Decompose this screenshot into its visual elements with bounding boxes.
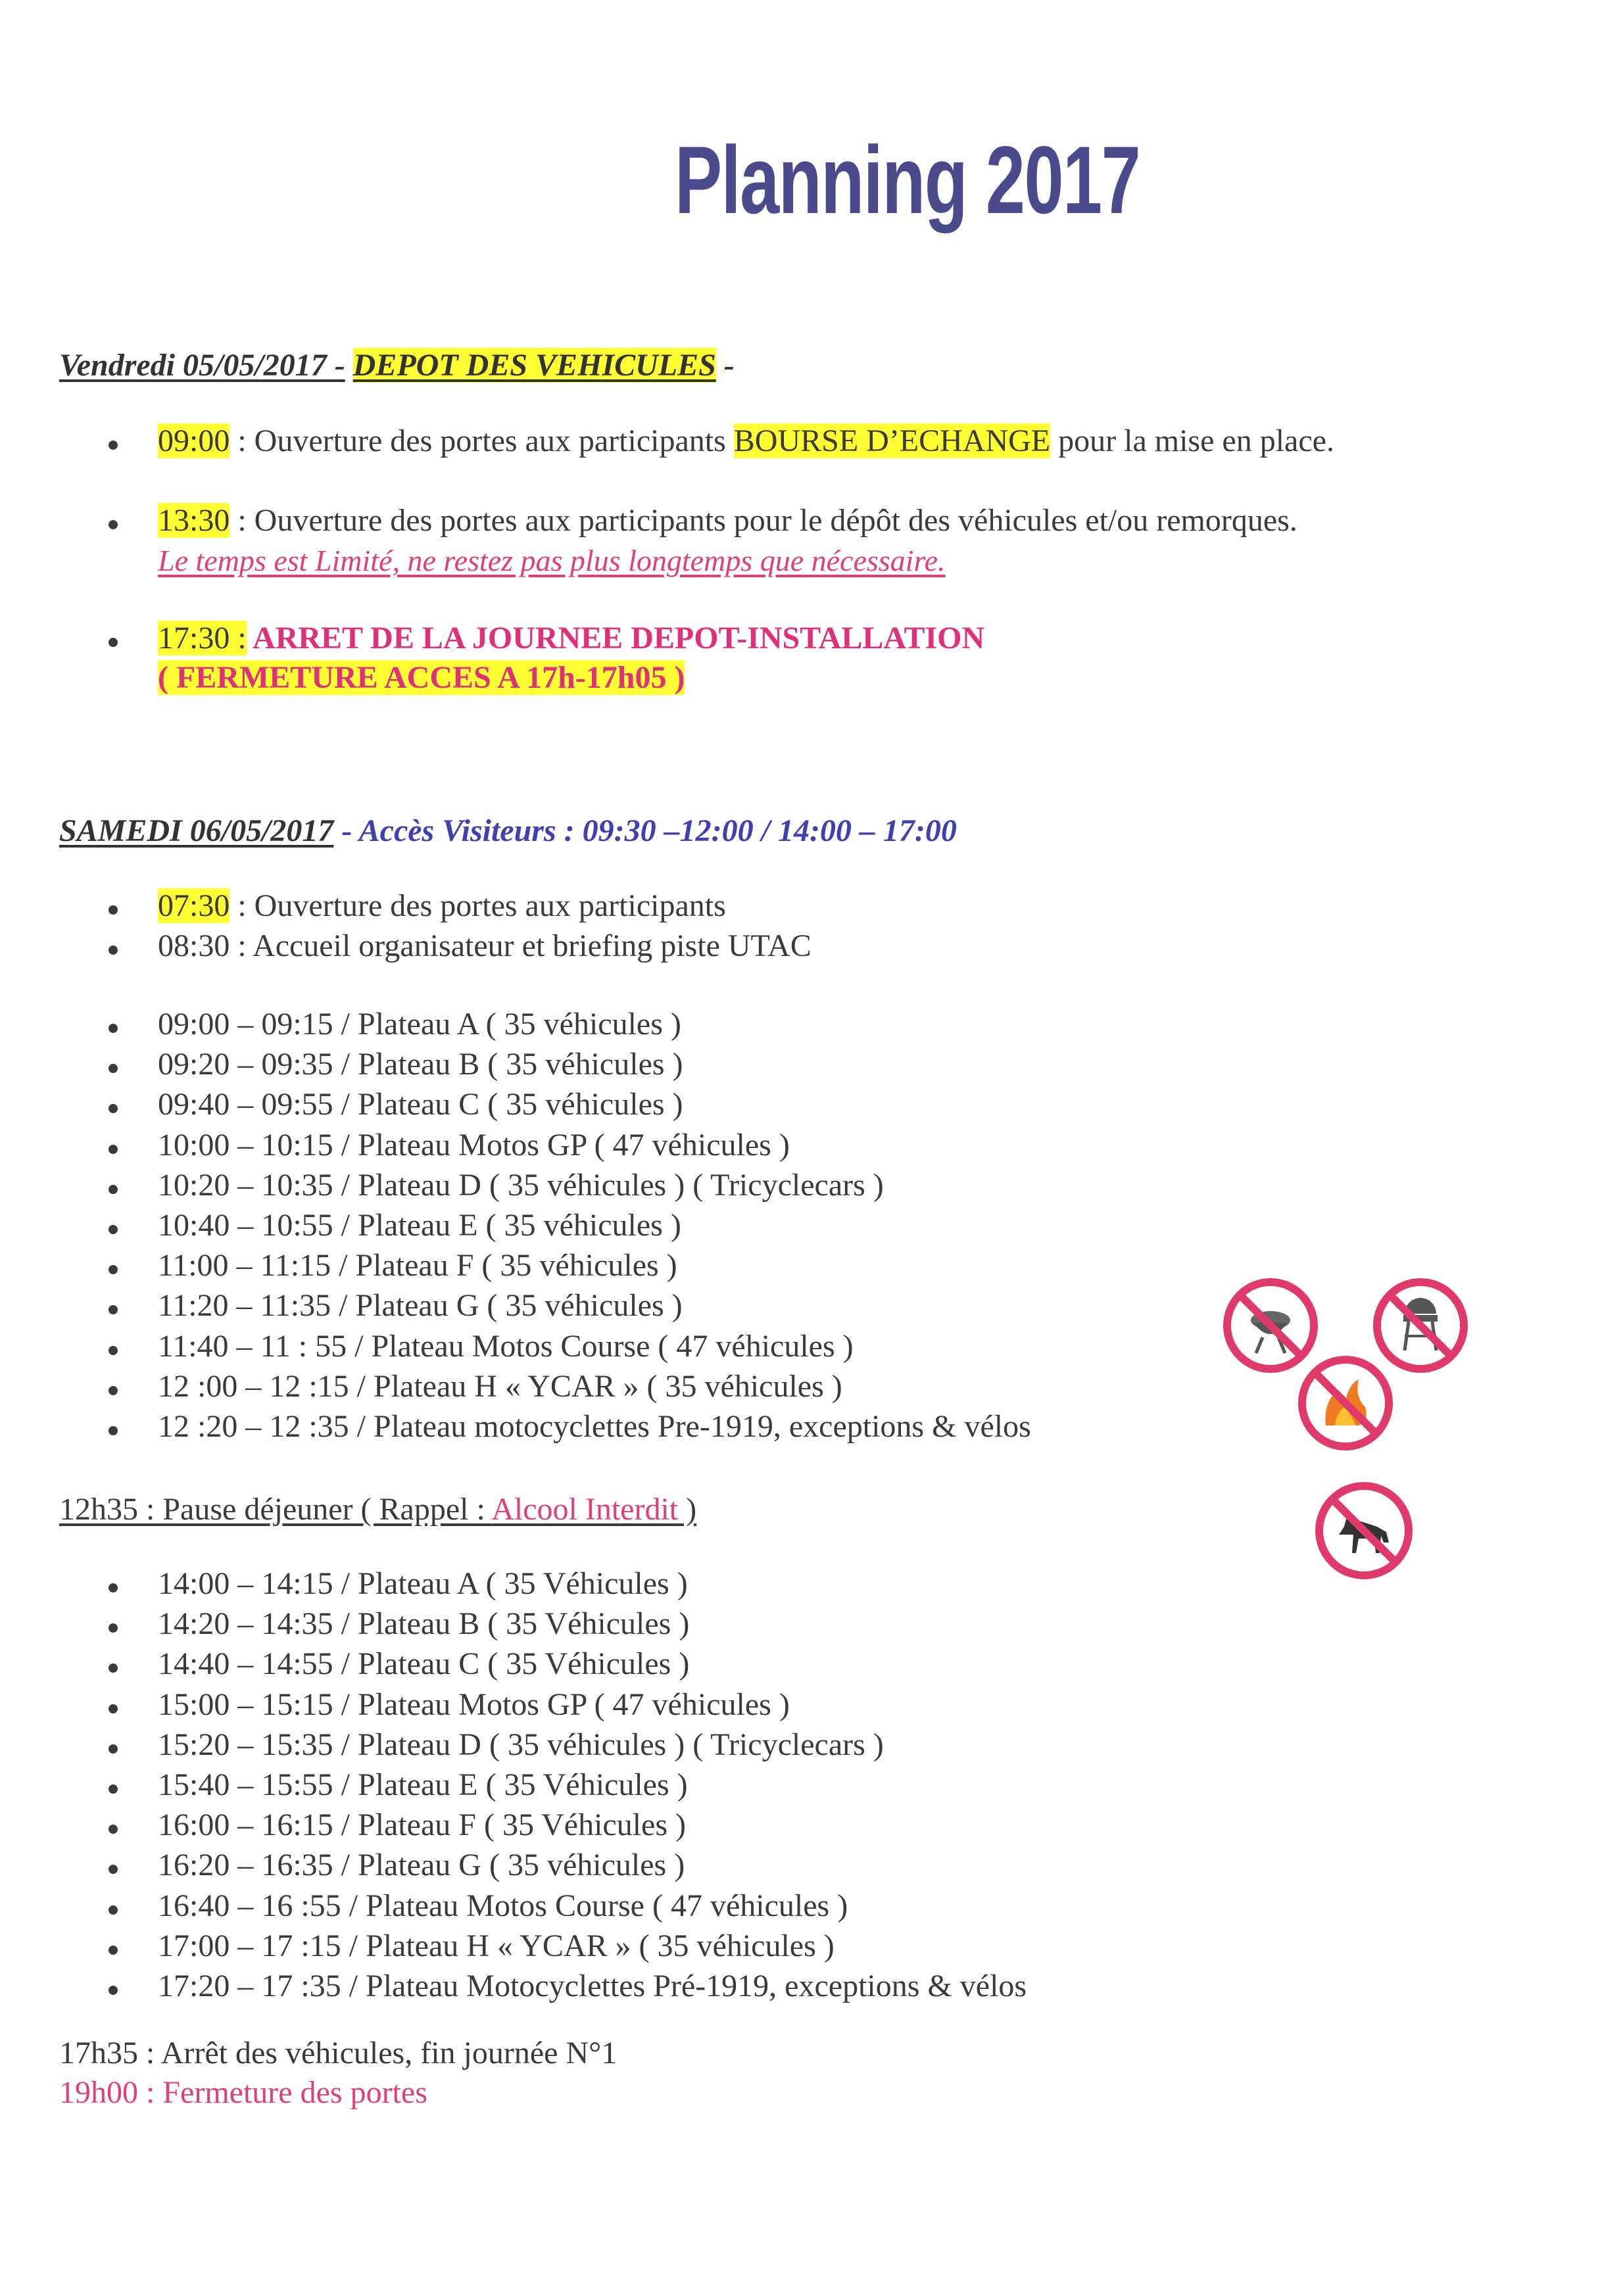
saturday-date: SAMEDI 06/05/2017 xyxy=(59,813,334,848)
bullet-icon xyxy=(109,1946,118,1955)
bullet-icon xyxy=(109,1104,118,1113)
friday-date: Vendredi 05/05/2017 - xyxy=(59,348,345,383)
no-dogs-icon xyxy=(1319,1486,1409,1575)
friday-item-2: 13:30 : Ouverture des portes aux participants pour le dépôt des véhicules et/ou remorques. xyxy=(158,503,1297,538)
no-fire-icon xyxy=(1302,1360,1389,1447)
bullet-icon xyxy=(109,1663,118,1673)
schedule-item-morning: 10:20 – 10:35 / Plateau D ( 35 véhicules ) ( Tricyclecars ) xyxy=(158,1167,884,1203)
schedule-item-afternoon: 17:00 – 17 :15 / Plateau H « YCAR » ( 35 véhicules ) xyxy=(158,1928,835,1963)
schedule-item-morning: 09:40 – 09:55 / Plateau C ( 35 véhicules ) xyxy=(158,1087,683,1122)
schedule-item-afternoon: 16:40 – 16 :55 / Plateau Motos Course ( 47 véhicules ) xyxy=(158,1888,848,1923)
schedule-item-afternoon: 14:40 – 14:55 / Plateau C ( 35 Véhicules ) xyxy=(158,1646,690,1682)
bullet-icon xyxy=(109,1305,118,1314)
bullet-icon xyxy=(109,1905,118,1915)
schedule-item-morning: 09:20 – 09:35 / Plateau B ( 35 véhicules ) xyxy=(158,1047,683,1082)
schedule-item-afternoon: 15:00 – 15:15 / Plateau Motos GP ( 47 véhicules ) xyxy=(158,1686,790,1722)
bullet-icon xyxy=(109,1386,118,1395)
bullet-icon xyxy=(109,1784,118,1794)
bullet-icon xyxy=(109,638,118,647)
bullet-icon xyxy=(109,1426,118,1435)
schedule-item-afternoon: 16:20 – 16:35 / Plateau G ( 35 véhicules ) xyxy=(158,1848,685,1883)
lunch-break: 12h35 : Pause déjeuner ( Rappel : Alcool Interdit ) xyxy=(59,1492,697,1527)
schedule-item-morning: 10:40 – 10:55 / Plateau E ( 35 véhicules ) xyxy=(158,1208,681,1243)
bullet-icon xyxy=(109,1064,118,1073)
end-of-day: 17h35 : Arrêt des véhicules, fin journée N°1 xyxy=(59,2036,618,2070)
saturday-heading: SAMEDI 06/05/2017 - Accès Visiteurs : 09:30 –12:00 / 14:00 – 17:00 xyxy=(59,813,957,848)
intro-item: 08:30 : Accueil organisateur et briefing piste UTAC xyxy=(158,928,811,963)
schedule-item-morning: 10:00 – 10:15 / Plateau Motos GP ( 47 véhicules ) xyxy=(158,1127,790,1162)
bullet-icon xyxy=(109,1185,118,1194)
schedule-item-afternoon: 14:00 – 14:15 / Plateau A ( 35 Véhicules ) xyxy=(158,1566,688,1601)
intro-item: 07:30 : Ouverture des portes aux participants xyxy=(158,888,726,923)
schedule-item-morning: 11:20 – 11:35 / Plateau G ( 35 véhicules ) xyxy=(158,1288,683,1324)
schedule-item-afternoon: 14:20 – 14:35 / Plateau B ( 35 Véhicules ) xyxy=(158,1606,690,1642)
gate-closing: 19h00 : Fermeture des portes xyxy=(59,2075,427,2110)
schedule-item-morning: 11:40 – 11 : 55 / Plateau Motos Course ( 47 véhicules ) xyxy=(158,1328,854,1364)
bullet-icon xyxy=(109,1346,118,1355)
friday-item-3: 17:30 : ARRET DE LA JOURNEE DEPOT-INSTALLATION xyxy=(158,621,985,656)
bullet-icon xyxy=(109,441,118,450)
schedule-item-afternoon: 15:20 – 15:35 / Plateau D ( 35 véhicules ) ( Tricyclecars ) xyxy=(158,1727,884,1762)
bullet-icon xyxy=(109,1744,118,1754)
bullet-icon xyxy=(109,1225,118,1234)
friday-item-1: 09:00 : Ouverture des portes aux participants BOURSE D’ECHANGE pour la mise en place. xyxy=(158,423,1334,458)
schedule-item-morning: 11:00 – 11:15 / Plateau F ( 35 véhicules ) xyxy=(158,1248,677,1283)
visitor-hours: Accès Visiteurs : 09:30 –12:00 / 14:00 – 17:00 xyxy=(358,813,957,848)
page-title: Planning 2017 xyxy=(675,126,1140,233)
bullet-icon xyxy=(109,1704,118,1713)
friday-heading xyxy=(59,347,735,383)
schedule-item-afternoon: 16:00 – 16:15 / Plateau F ( 35 Véhicules ) xyxy=(158,1807,687,1843)
bullet-icon xyxy=(109,520,118,529)
friday-item-2-note: Le temps est Limité, ne restez pas plus longtemps que nécessaire. xyxy=(158,544,946,577)
schedule-item-afternoon: 15:40 – 15:55 / Plateau E ( 35 Véhicules ) xyxy=(158,1767,688,1802)
bullet-icon xyxy=(109,1024,118,1033)
bullet-icon xyxy=(109,1865,118,1874)
bullet-icon xyxy=(109,1986,118,1995)
schedule-item-morning: 09:00 – 09:15 / Plateau A ( 35 véhicules ) xyxy=(158,1007,681,1041)
friday-item-3-line2: ( FERMETURE ACCES A 17h-17h05 ) xyxy=(158,660,685,695)
bullet-icon xyxy=(109,1265,118,1274)
bullet-icon xyxy=(109,945,118,955)
bullet-icon xyxy=(109,1825,118,1834)
bullet-icon xyxy=(109,1583,118,1592)
schedule-item-morning: 12 :20 – 12 :35 / Plateau motocyclettes Pre-1919, exceptions & vélos xyxy=(158,1409,1031,1444)
schedule-item-afternoon: 17:20 – 17 :35 / Plateau Motocyclettes Pré-1919, exceptions & vélos xyxy=(158,1969,1027,2003)
bullet-icon xyxy=(109,1145,118,1154)
bullet-icon xyxy=(109,1623,118,1633)
no-barbecue-icon xyxy=(1227,1282,1314,1369)
bullet-icon xyxy=(109,905,118,915)
prohibition-icons xyxy=(1223,1276,1480,1585)
friday-dash: - xyxy=(723,348,735,383)
no-grill-icon xyxy=(1377,1282,1464,1369)
friday-theme: DEPOT DES VEHICULES xyxy=(352,348,716,383)
schedule-item-morning: 12 :00 – 12 :15 / Plateau H « YCAR » ( 35 véhicules ) xyxy=(158,1368,842,1404)
